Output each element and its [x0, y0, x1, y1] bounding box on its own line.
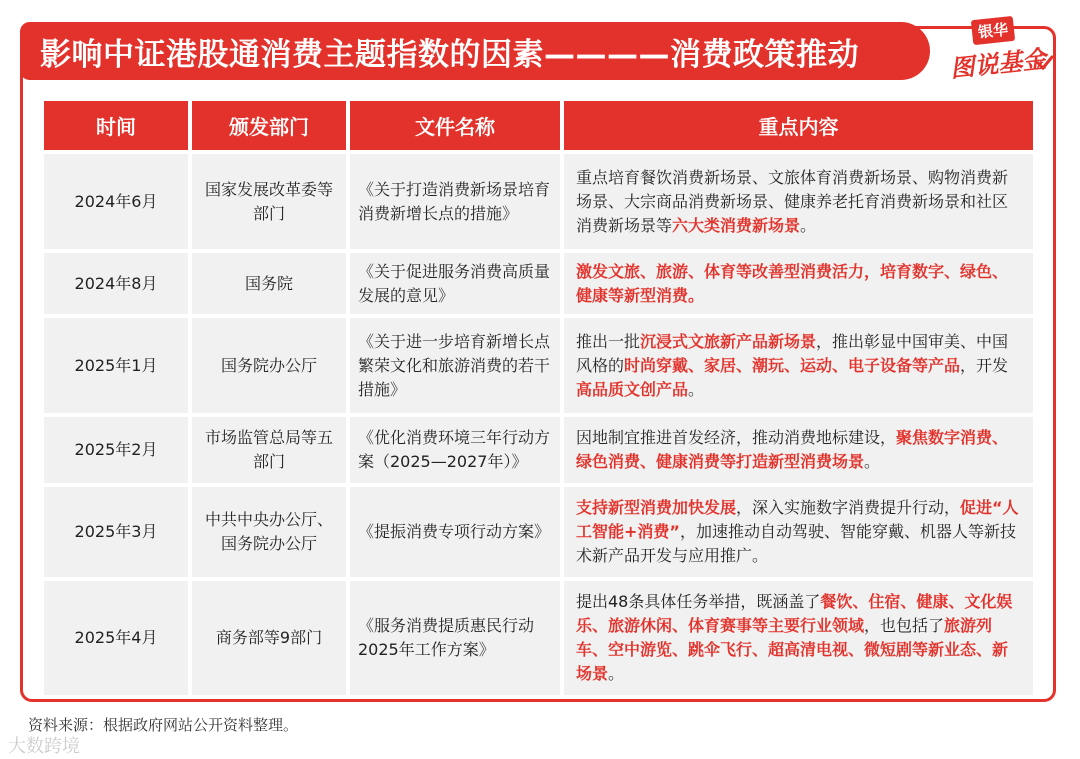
key-text: 。: [688, 379, 705, 399]
cell-doc: 《关于促进服务消费高质量发展的意见》: [350, 253, 560, 314]
policy-table: [40, 97, 1037, 699]
highlight-text: 旅游列车、空中游览、跳伞飞行、超高清电视、微短剧等新业态、新场景: [576, 616, 1009, 683]
cell-doc: 《提振消费专项行动方案》: [350, 487, 560, 577]
table-row: [44, 318, 1033, 413]
watermark: 大数跨境: [8, 736, 80, 757]
highlight-text: 高品质文创产品: [576, 379, 689, 399]
cell-dept: 商务部等9部门: [192, 581, 346, 695]
header-key: 重点内容: [564, 101, 1033, 150]
cell-key: [564, 253, 1033, 314]
cell-dept: 中共中央办公厅、国务院办公厅: [192, 487, 346, 577]
highlight-text: 聚焦数字消费、绿色消费、健康消费等打造新型消费场景: [576, 428, 1009, 471]
key-text: 重点培育餐饮消费新场景、文旅体育消费新场景、购物消费新场景、大宗商品消费新场景、健康养老托育消费新场景和社区消费新场景等: [576, 167, 1009, 235]
cell-key: [564, 417, 1033, 483]
cell-time: 2025年1月: [44, 318, 188, 413]
key-text: 。: [864, 452, 881, 471]
cell-key: [564, 318, 1033, 413]
cell-dept: 市场监管总局等五部门: [192, 417, 346, 483]
key-text: ，开发: [960, 355, 1009, 375]
table-row: [44, 253, 1033, 314]
cell-dept: 国家发展改革委等部门: [192, 154, 346, 249]
key-text: 因地制宜推进首发经济，推动消费地标建设，: [576, 428, 897, 447]
highlight-text: 激发文旅、旅游、体育等改善型消费活力，培育数字、绿色、健康等新型消费。: [576, 261, 1009, 305]
cell-time: 2024年8月: [44, 253, 188, 314]
table-row: [44, 581, 1033, 695]
key-text: 。: [800, 215, 817, 235]
key-text: ，深入实施数字消费提升行动，: [736, 498, 961, 517]
key-text: 推出一批: [576, 331, 641, 351]
cell-time: 2025年4月: [44, 581, 188, 695]
table-row: [44, 487, 1033, 577]
cell-time: 2025年3月: [44, 487, 188, 577]
key-text: ，也包括了: [864, 616, 945, 635]
header-dept: 颁发部门: [192, 101, 346, 150]
cell-time: 2025年2月: [44, 417, 188, 483]
logo-brand-text: 银华: [971, 16, 1015, 45]
cell-doc: 《关于进一步培育新增长点繁荣文化和旅游消费的若干措施》: [350, 318, 560, 413]
cell-doc: 《优化消费环境三年行动方案（2025—2027年）》: [350, 417, 560, 483]
source-note: 资料来源：根据政府网站公开资料整理。: [28, 716, 299, 734]
highlight-text: 促进“人工智能+消费”: [576, 498, 1019, 541]
table-row: [44, 154, 1033, 249]
title-bar: [20, 22, 930, 80]
cell-key: [564, 154, 1033, 249]
key-text: ，加速推动自动驾驶、智能穿戴、机器人等新技术新产品开发与应用推广。: [576, 522, 1016, 565]
cell-doc: 《服务消费提质惠民行动2025年工作方案》: [350, 581, 560, 695]
cell-time: 2024年6月: [44, 154, 188, 249]
table-header-row: [44, 101, 1033, 150]
page-title: 影响中证港股通消费主题指数的因素————消费政策推动: [40, 36, 859, 73]
key-text: 。: [608, 664, 625, 683]
cell-key: [564, 581, 1033, 695]
brand-logo: [948, 18, 1060, 88]
highlight-text: 六大类消费新场景: [672, 215, 801, 235]
highlight-text: 餐饮、住宿、健康、文化娱乐、旅游休闲、体育赛事等主要行业领域: [576, 592, 1013, 635]
table-row: [44, 417, 1033, 483]
header-time: 时间: [44, 101, 188, 150]
cell-doc: 《关于打造消费新场景培育消费新增长点的措施》: [350, 154, 560, 249]
header-doc: 文件名称: [350, 101, 560, 150]
check-icon: [1036, 54, 1054, 72]
logo-sub-text: 图说基金: [949, 45, 1048, 83]
highlight-text: 时尚穿戴、家居、潮玩、运动、电子设备等产品: [624, 355, 961, 375]
highlight-text: 支持新型消费加快发展: [576, 498, 737, 517]
cell-dept: 国务院办公厅: [192, 318, 346, 413]
cell-key: [564, 487, 1033, 577]
highlight-text: 沉浸式文旅新产品新场景: [640, 331, 817, 351]
key-text: 提出48条具体任务举措，既涵盖了: [576, 592, 821, 611]
key-text: ，推出彰显中国审美、中国风格的: [576, 331, 1009, 375]
cell-dept: 国务院: [192, 253, 346, 314]
